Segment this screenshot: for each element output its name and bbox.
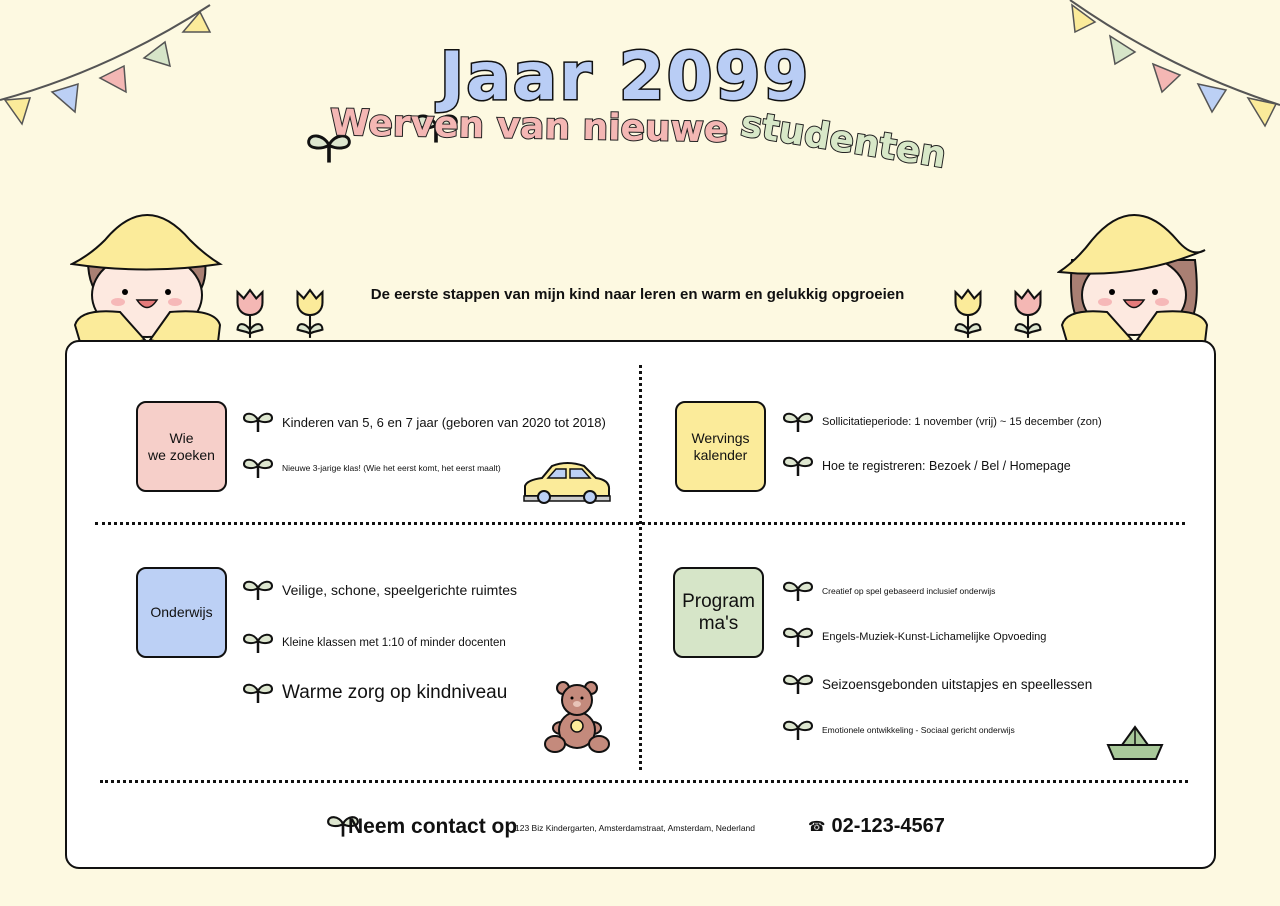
phone-icon: ☎	[808, 818, 826, 834]
sprout-icon	[782, 455, 814, 477]
section-label-education: Onderwijs	[136, 567, 227, 658]
car-icon	[522, 460, 612, 505]
sprout-icon	[782, 719, 814, 741]
sprout-icon	[242, 411, 274, 433]
tagline: De eerste stappen van mijn kind naar leren en warm en gelukkig opgroeien	[370, 286, 905, 303]
list-item	[242, 682, 507, 704]
paper-boat-icon	[1106, 725, 1164, 763]
contact-phone	[808, 815, 945, 838]
list-item	[242, 579, 517, 601]
subtitle-part2: studenten	[737, 103, 949, 177]
section-label-who: Wie we zoeken	[136, 401, 227, 492]
section-label-calendar: Wervings kalender	[675, 401, 766, 492]
sprout-icon	[242, 682, 274, 704]
divider-bottom	[100, 780, 1188, 783]
list-item	[782, 719, 1015, 741]
child-illustration-right	[1057, 200, 1212, 350]
sprout-icon	[782, 580, 814, 602]
item-text: Engels-Muziek-Kunst-Lichamelijke Opvoeding	[822, 631, 1047, 643]
tulip-icon	[1011, 288, 1045, 340]
list-item	[782, 626, 1046, 648]
divider-vertical	[639, 365, 642, 770]
phone-number: 02-123-4567	[831, 815, 945, 837]
page-title: Jaar 2099	[439, 38, 811, 115]
list-item	[242, 457, 501, 479]
list-item	[782, 580, 995, 602]
sprout-icon	[242, 457, 274, 479]
sprout-icon	[782, 673, 814, 695]
list-item	[242, 411, 606, 433]
list-item	[242, 632, 506, 654]
item-text: Hoe te registreren: Bezoek / Bel / Homepage	[822, 459, 1071, 473]
list-item	[782, 411, 1102, 433]
item-text: Seizoensgebonden uitstapjes en speellessen	[822, 676, 1093, 692]
item-text: Emotionele ontwikkeling - Sociaal gericht onderwijs	[822, 725, 1015, 735]
item-text: Creatief op spel gebaseerd inclusief onderwijs	[822, 586, 996, 596]
list-item	[782, 673, 1092, 695]
sprout-icon	[242, 579, 274, 601]
item-text: Kinderen van 5, 6 en 7 jaar (geboren van 2020 tot 2018)	[282, 414, 606, 430]
subtitle-part1: Werven van nieuwe	[329, 102, 729, 151]
item-text: Nieuwe 3-jarige klas! (Wie het eerst komt, het eerst maalt)	[282, 463, 501, 473]
section-label-programs: Program ma's	[673, 567, 764, 658]
item-text: Kleine klassen met 1:10 of minder docenten	[282, 637, 506, 649]
list-item	[782, 455, 1071, 477]
tulip-icon	[233, 288, 267, 340]
sprout-icon	[242, 632, 274, 654]
divider-horizontal	[95, 522, 1185, 525]
teddy-bear-icon	[543, 680, 611, 754]
contact-label: Neem contact op	[348, 815, 518, 838]
contact-address: 123 Biz Kindergarten, Amsterdamstraat, Amsterdam, Nederland	[515, 823, 756, 833]
child-illustration-left	[70, 200, 225, 350]
sprout-icon	[782, 411, 814, 433]
item-text: Veilige, schone, speelgerichte ruimtes	[282, 582, 518, 598]
item-text: Warme zorg op kindniveau	[282, 682, 508, 703]
item-text: Sollicitatieperiode: 1 november (vrij) ~ 15 december (zon)	[822, 416, 1102, 428]
sprout-icon	[782, 626, 814, 648]
